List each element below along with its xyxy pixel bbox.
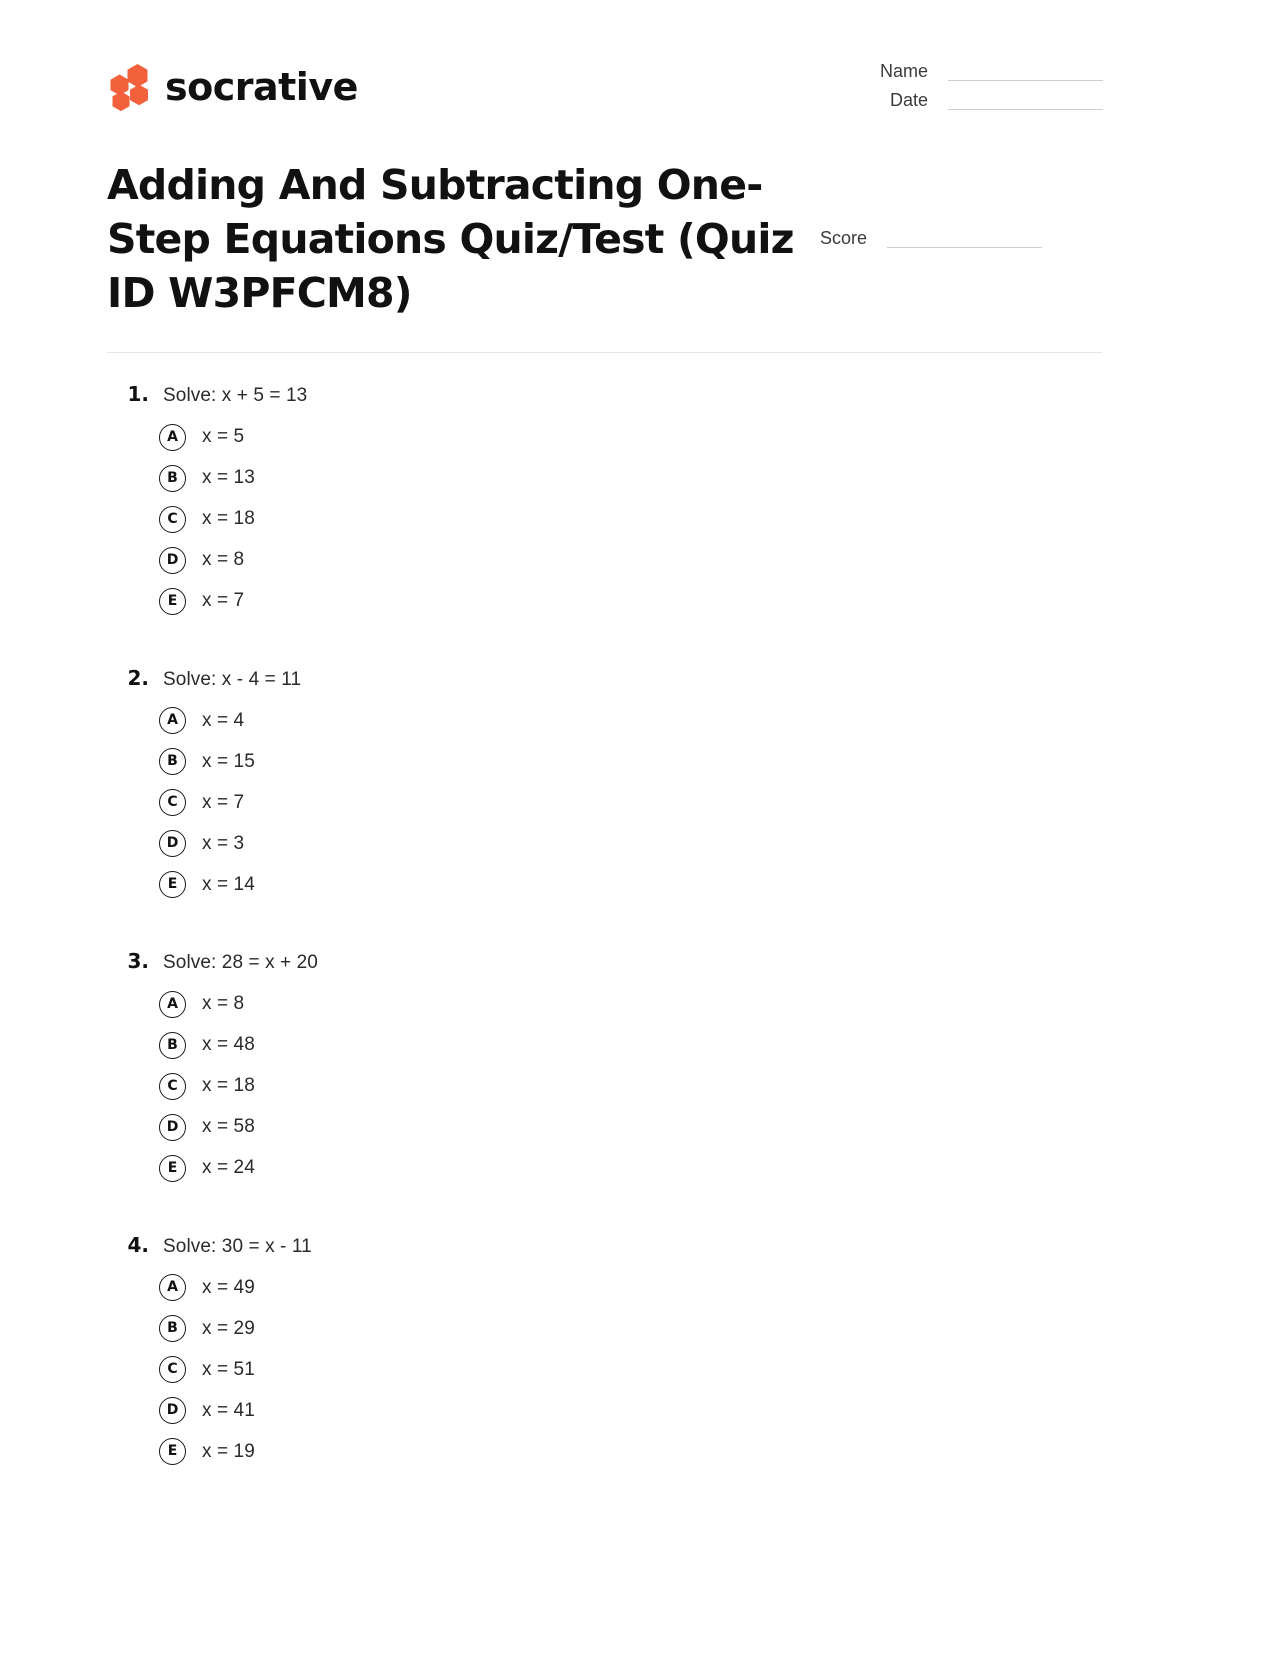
name-label: Name <box>879 61 928 81</box>
answer-option-text: x = 51 <box>202 1358 255 1380</box>
answer-option[interactable] <box>107 741 1102 782</box>
answer-bubble-letter: D <box>166 1118 179 1135</box>
score-input-line[interactable] <box>887 247 1042 248</box>
answer-bubble-letter: C <box>167 1077 178 1094</box>
answer-bubble-letter: A <box>167 712 178 728</box>
question-text: Solve: 28 = x + 20 <box>163 952 318 973</box>
answer-option-text: x = 7 <box>202 791 245 813</box>
question-number: 1. <box>127 382 149 406</box>
answer-option[interactable] <box>107 1025 1102 1066</box>
answer-option[interactable] <box>107 1431 1102 1472</box>
answer-bubble-letter: D <box>166 1402 179 1418</box>
answer-option-text: x = 58 <box>202 1116 255 1137</box>
answer-bubble-e[interactable] <box>159 1155 186 1182</box>
answer-bubble-letter: B <box>167 469 178 486</box>
answer-bubble-letter: B <box>167 1036 178 1053</box>
answer-bubble-a[interactable] <box>159 707 186 734</box>
answer-bubble-letter: A <box>167 995 178 1012</box>
answer-bubble-letter: A <box>167 428 178 445</box>
name-input-line[interactable] <box>948 80 1103 81</box>
answer-option-list <box>107 417 1102 622</box>
answer-bubble-e[interactable] <box>159 1438 186 1465</box>
question-item <box>107 949 1102 1189</box>
socrative-hexagon-logo-icon <box>107 63 152 111</box>
answer-bubble-a[interactable] <box>159 1274 186 1301</box>
answer-option-list <box>107 700 1102 905</box>
answer-bubble-letter: E <box>167 1443 178 1459</box>
answer-option-text: x = 48 <box>202 1034 255 1055</box>
answer-bubble-e[interactable] <box>159 871 186 898</box>
date-input-line[interactable] <box>948 109 1103 110</box>
answer-bubble-b[interactable] <box>159 1032 186 1059</box>
answer-option-text: x = 24 <box>202 1157 255 1178</box>
question-header <box>107 949 1102 978</box>
answer-bubble-letter: C <box>167 1361 178 1377</box>
date-field-row <box>813 84 1103 113</box>
answer-option[interactable] <box>107 1308 1102 1349</box>
answer-option-text: x = 14 <box>202 873 255 895</box>
header-divider <box>107 352 1102 353</box>
answer-option-text: x = 18 <box>202 1075 255 1096</box>
answer-option[interactable] <box>107 417 1102 458</box>
answer-bubble-d[interactable] <box>159 830 186 857</box>
socrative-brand <box>107 63 358 111</box>
answer-option[interactable] <box>107 1148 1102 1189</box>
answer-bubble-letter: B <box>167 1320 178 1336</box>
answer-bubble-letter: E <box>167 1159 178 1176</box>
answer-option-text: x = 13 <box>202 467 255 488</box>
answer-bubble-a[interactable] <box>159 991 186 1018</box>
answer-option-text: x = 5 <box>202 426 245 447</box>
score-field-row <box>752 229 1042 251</box>
question-list <box>107 382 1102 1472</box>
question-header <box>107 666 1102 695</box>
question-number: 3. <box>127 949 149 973</box>
question-number: 4. <box>127 1232 149 1257</box>
answer-option-text: x = 4 <box>202 709 245 731</box>
answer-option-text: x = 18 <box>202 508 255 529</box>
answer-bubble-letter: C <box>167 794 178 810</box>
answer-bubble-c[interactable] <box>159 1073 186 1100</box>
answer-bubble-b[interactable] <box>159 465 186 492</box>
question-item <box>107 666 1102 906</box>
page-title: Adding And Subtracting One-Step Equations Quiz/Test (Quiz ID W3PFCM8) <box>107 161 794 318</box>
answer-bubble-d[interactable] <box>159 547 186 574</box>
answer-bubble-a[interactable] <box>159 424 186 451</box>
answer-bubble-letter: E <box>167 876 178 892</box>
answer-option[interactable] <box>107 1107 1102 1148</box>
question-text: Solve: 30 = x - 11 <box>163 1235 312 1257</box>
question-header <box>107 1233 1102 1262</box>
brand-wordmark: socrative <box>165 65 358 109</box>
answer-option[interactable] <box>107 1390 1102 1431</box>
answer-option-text: x = 3 <box>202 832 245 854</box>
answer-bubble-d[interactable] <box>159 1397 186 1424</box>
answer-option-text: x = 8 <box>202 549 245 570</box>
question-number: 2. <box>127 665 149 690</box>
answer-option[interactable] <box>107 782 1102 823</box>
answer-bubble-d[interactable] <box>159 1114 186 1141</box>
question-text: Solve: x - 4 = 11 <box>163 668 302 690</box>
question-text: Solve: x + 5 = 13 <box>163 385 308 406</box>
page-header <box>107 55 1103 145</box>
answer-option-text: x = 7 <box>202 590 245 611</box>
student-meta-fields <box>813 55 1103 113</box>
answer-bubble-letter: D <box>166 835 179 851</box>
answer-bubble-b[interactable] <box>159 748 186 775</box>
answer-bubble-letter: E <box>167 592 178 609</box>
answer-option[interactable] <box>107 700 1102 741</box>
name-field-row <box>813 55 1103 84</box>
answer-option[interactable] <box>107 1349 1102 1390</box>
answer-option-text: x = 41 <box>202 1399 255 1421</box>
answer-option-text: x = 8 <box>202 993 245 1014</box>
answer-bubble-b[interactable] <box>159 1315 186 1342</box>
question-header <box>107 382 1102 411</box>
answer-option[interactable] <box>107 864 1102 905</box>
answer-option-text: x = 15 <box>202 750 255 772</box>
answer-bubble-letter: D <box>166 551 179 568</box>
answer-bubble-c[interactable] <box>159 1356 186 1383</box>
answer-bubble-letter: A <box>167 1279 178 1295</box>
title-area <box>107 158 1107 320</box>
answer-option-list <box>107 1267 1102 1472</box>
answer-option-list <box>107 984 1102 1189</box>
answer-option[interactable] <box>107 499 1102 540</box>
score-label: Score <box>819 228 867 248</box>
answer-option[interactable] <box>107 1066 1102 1107</box>
answer-bubble-c[interactable] <box>159 506 186 533</box>
answer-option[interactable] <box>107 984 1102 1025</box>
answer-bubble-e[interactable] <box>159 588 186 615</box>
question-item <box>107 382 1102 622</box>
answer-bubble-c[interactable] <box>159 789 186 816</box>
answer-option[interactable] <box>107 581 1102 622</box>
answer-option[interactable] <box>107 823 1102 864</box>
answer-option[interactable] <box>107 458 1102 499</box>
question-item <box>107 1233 1102 1473</box>
answer-option-text: x = 49 <box>202 1276 255 1298</box>
answer-option[interactable] <box>107 540 1102 581</box>
date-label: Date <box>889 90 928 110</box>
answer-bubble-letter: C <box>167 510 178 527</box>
answer-option[interactable] <box>107 1267 1102 1308</box>
answer-bubble-letter: B <box>167 753 178 769</box>
answer-option-text: x = 19 <box>202 1440 255 1462</box>
answer-option-text: x = 29 <box>202 1317 255 1339</box>
